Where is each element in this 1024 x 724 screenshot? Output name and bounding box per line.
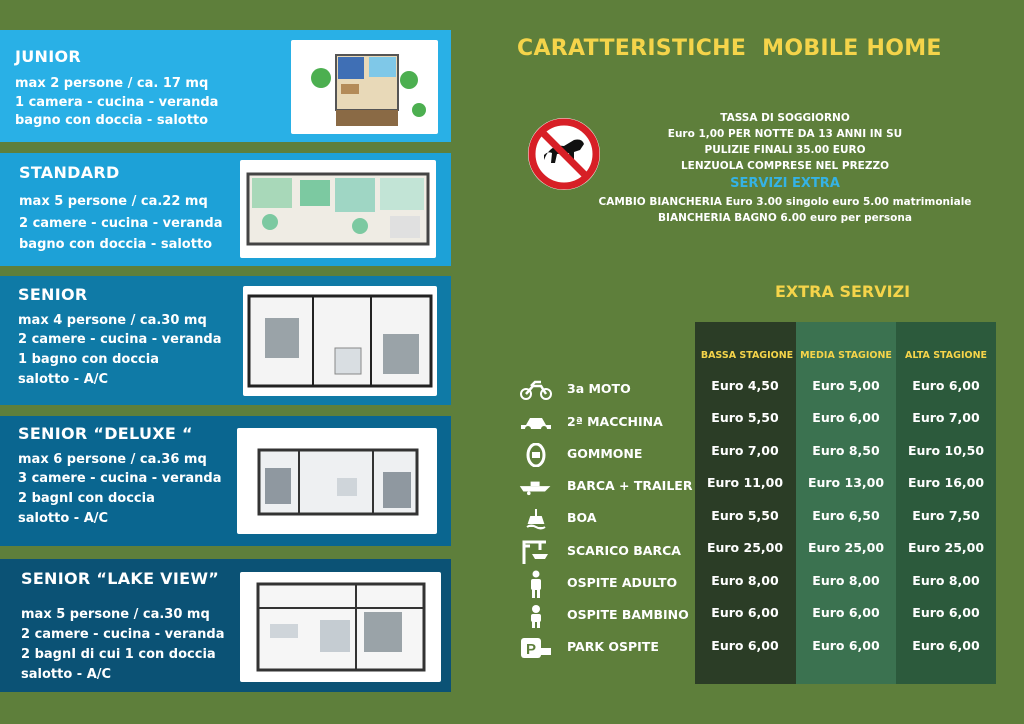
price-cell: Euro 5,00 <box>812 378 880 393</box>
info-line: CAMBIO BIANCHERIA Euro 3.00 singolo euro 5.00 matrimoniale <box>598 196 972 208</box>
price-cell: Euro 5,50 <box>711 508 779 523</box>
card-line: salotto - A/C <box>18 511 109 526</box>
card-line: max 6 persone / ca.36 mq <box>18 452 207 467</box>
price-cell: Euro 8,00 <box>711 573 779 588</box>
column-bassa <box>695 322 796 684</box>
parking-icon <box>518 635 554 661</box>
car-icon <box>518 410 554 436</box>
card-line: 2 camere - cucina - veranda <box>18 332 222 347</box>
boat-crane-icon <box>518 539 554 565</box>
card-line: salotto - A/C <box>21 667 112 682</box>
floorplan-junior <box>291 40 438 134</box>
service-label: 2ª MACCHINA <box>567 414 663 429</box>
card-line: 2 camere - cucina - veranda <box>21 627 225 642</box>
price-cell: Euro 8,50 <box>812 443 880 458</box>
card-senior-lake-view <box>0 559 451 692</box>
card-junior <box>0 30 451 142</box>
card-line: max 5 persone / ca.30 mq <box>21 607 210 622</box>
service-label: GOMMONE <box>567 446 643 461</box>
price-cell: Euro 6,00 <box>812 410 880 425</box>
price-cell: Euro 13,00 <box>807 475 885 490</box>
service-label: BARCA + TRAILER <box>567 478 693 493</box>
column-header: ALTA STAGIONE <box>904 350 988 361</box>
price-cell: Euro 6,00 <box>912 638 980 653</box>
card-line: 3 camere - cucina - veranda <box>18 471 222 486</box>
price-cell: Euro 11,00 <box>706 475 784 490</box>
svg-text:P: P <box>526 641 537 658</box>
price-cell: Euro 7,00 <box>711 443 779 458</box>
service-label: OSPITE ADULTO <box>567 575 678 590</box>
column-alta <box>896 322 996 684</box>
price-cell: Euro 6,50 <box>812 508 880 523</box>
card-line: bagno con doccia - salotto <box>19 237 213 252</box>
card-title: JUNIOR <box>15 47 82 66</box>
price-cell: Euro 6,00 <box>711 638 779 653</box>
card-line: bagno con doccia - salotto <box>15 113 209 128</box>
column-header: BASSA STAGIONE <box>700 350 794 361</box>
card-line: salotto - A/C <box>18 372 109 387</box>
price-cell: Euro 6,00 <box>912 378 980 393</box>
card-line: 2 bagnI di cui 1 con doccia <box>21 647 216 662</box>
buoy-icon <box>518 506 554 532</box>
card-line: max 4 persone / ca.30 mq <box>18 313 207 328</box>
card-senior-deluxe <box>0 416 451 546</box>
price-cell: Euro 6,00 <box>812 638 880 653</box>
card-line: 1 camera - cucina - veranda <box>15 95 219 110</box>
card-line: 2 camere - cucina - veranda <box>19 216 223 231</box>
price-cell: Euro 10,50 <box>907 443 985 458</box>
card-title: SENIOR “DELUXE “ <box>18 424 193 443</box>
price-cell: Euro 25,00 <box>907 540 985 555</box>
card-title: SENIOR “LAKE VIEW” <box>21 569 220 588</box>
dinghy-icon <box>518 442 554 468</box>
service-label: 3a MOTO <box>567 381 631 396</box>
floorplan-senior-deluxe <box>237 428 437 534</box>
card-title: STANDARD <box>19 163 120 182</box>
motorcycle-icon <box>518 377 554 403</box>
price-cell: Euro 16,00 <box>907 475 985 490</box>
price-cell: Euro 8,00 <box>912 573 980 588</box>
card-line: max 2 persone / ca. 17 mq <box>15 76 209 91</box>
price-cell: Euro 7,50 <box>912 508 980 523</box>
info-line: PULIZIE FINALI 35.00 EURO <box>704 144 866 156</box>
service-label: SCARICO BARCA <box>567 543 681 558</box>
extra-title: EXTRA SERVIZI <box>775 282 911 301</box>
card-title: SENIOR <box>18 285 88 304</box>
service-label: OSPITE BAMBINO <box>567 607 689 622</box>
page-title: CARATTERISTICHE MOBILE HOME <box>517 36 942 61</box>
floorplan-standard <box>240 160 436 258</box>
column-header: MEDIA STAGIONE <box>800 350 892 361</box>
card-standard <box>0 153 451 266</box>
info-line: Euro 1,00 PER NOTTE DA 13 ANNI IN SU <box>667 128 903 140</box>
price-cell: Euro 6,00 <box>711 605 779 620</box>
boat-trailer-icon <box>518 474 554 500</box>
price-cell: Euro 8,00 <box>812 573 880 588</box>
card-senior <box>0 276 451 405</box>
info-line: LENZUOLA COMPRESE NEL PREZZO <box>680 160 890 172</box>
price-cell: Euro 4,50 <box>711 378 779 393</box>
floorplan-senior-lake-view <box>240 572 441 682</box>
price-cell: Euro 6,00 <box>812 605 880 620</box>
price-cell: Euro 25,00 <box>807 540 885 555</box>
service-label: PARK OSPITE <box>567 639 659 654</box>
price-cell: Euro 25,00 <box>706 540 784 555</box>
info-line: BIANCHERIA BAGNO 6.00 euro per persona <box>658 212 912 224</box>
service-label: BOA <box>567 510 597 525</box>
card-line: max 5 persone / ca.22 mq <box>19 194 208 209</box>
price-cell: Euro 7,00 <box>912 410 980 425</box>
adult-icon <box>518 571 554 597</box>
card-line: 2 bagnI con doccia <box>18 491 155 506</box>
extra-services-subtitle: SERVIZI EXTRA <box>730 176 840 191</box>
info-line: TASSA DI SOGGIORNO <box>720 112 850 124</box>
price-cell: Euro 6,00 <box>912 605 980 620</box>
column-media <box>796 322 896 684</box>
floorplan-senior <box>243 286 437 396</box>
card-line: 1 bagno con doccia <box>18 352 159 367</box>
child-icon <box>518 603 554 629</box>
price-cell: Euro 5,50 <box>711 410 779 425</box>
